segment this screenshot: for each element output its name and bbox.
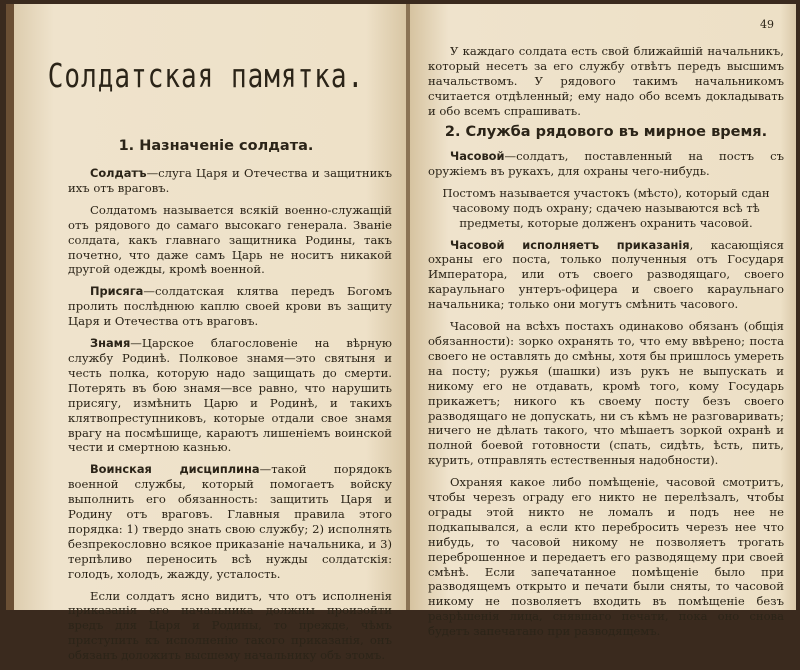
term: Солдатъ [90, 166, 147, 180]
paragraph-text: —солдатская клятва передъ Богомъ пролить послѣднюю каплю своей крови въ защиту Царя и Отечества отъ враговъ. [68, 284, 392, 329]
left-page [6, 4, 406, 663]
paragraph: У каждаго солдата есть свой ближайшій начальникъ, который несетъ за его службу отвѣтъ передъ высшимъ начальствомъ. У рядового такимъ начальникомъ считается отдѣленный; ему надо обо всемъ докладывать и обо всемъ спрашивать. [428, 44, 784, 118]
right-page [410, 4, 796, 639]
paragraph-text: —Царское благословеніе на вѣрную службу Родинѣ. Полковое знамя—это святыня и честь полка, которую надо защищать до смерти. Потерять въ бою знамя—все равно, что нарушить присягу, измѣнить Царю и Родинѣ, и такихъ клятвопреступниковъ, которые отдали свое знамя врагу на посмѣшище, караютъ лишеніемъ воинской чести и смертною казнью. [68, 336, 392, 455]
section-heading: 1. Назначеніе солдата. [118, 138, 314, 154]
intro-paragraph [428, 44, 784, 126]
paragraph [68, 203, 392, 278]
paragraph-text: Солдатомъ называется всякій военно-служащій отъ рядового до самаго высокаго генерала. Званіе солдата, какъ главнаго защитника Родины, такъ почетно, что даже самъ Царь не носитъ никакой другой одежды, кромѣ военной. [68, 202, 392, 277]
term: Воинская дисциплина [90, 462, 260, 477]
paragraph-text: , касающіяся охраны его поста, только полученныя отъ Государя Императора, или отъ своего разводящаго, своего караульнаго унтеръ-офицера и своего караульнаго начальника; только они могутъ смѣнить часового. [428, 237, 784, 312]
paragraph [428, 238, 784, 313]
paragraph [68, 589, 392, 664]
paragraph [68, 336, 392, 455]
paragraph [428, 319, 784, 468]
paragraph [68, 284, 392, 329]
paragraph-text: —слуга Царя и Отечества и защитникъ ихъ отъ враговъ. [68, 166, 392, 195]
paragraph [68, 166, 392, 196]
paragraph-text: —солдатъ, поставленный на постъ съ оружіемъ въ рукахъ, для охраны чего-нибудь. [428, 149, 784, 178]
paragraph [428, 149, 784, 179]
right-body-text [428, 149, 784, 646]
term: Часовой исполняетъ приказанія [450, 237, 690, 252]
page-title: Солдатская памятка. [47, 58, 365, 96]
term: Присяга [90, 284, 144, 299]
paragraph [428, 475, 784, 639]
left-body-text [68, 166, 392, 670]
paragraph-text: —такой порядокъ военной службы, который помогаетъ войску выполнить его обязанность: защитить Царя и Родину отъ враговъ. Главныя правила этого порядка: 1) твердо знать свою службу; 2) исполнять безпрекословно всякое приказаніе начальника, и 3) терпѣливо переносить всѣ нужды солдатскія: голодъ, холодъ, жажду, усталость. [68, 462, 393, 581]
paragraph-text: Охраняя какое либо помѣщеніе, часовой смотритъ, чтобы черезъ ограду его никто не перелѣзалъ, чтобы ограды этой никто не ломалъ и подъ нее не подкапывался, а если кто перебросить черезъ нее что нибудь, то часовой никому не позволяетъ трогать переброшенное и передаетъ его разводящему при своей смѣнѣ. Если запечатанное помѣщеніе было при разводящемъ открыто и печати были сняты, то часовой никому не позволяетъ входить въ помѣщеніе безъ разрѣшенія лица, снявшаго печати, пока оно снова будетъ запечатано при разводящемъ. [428, 475, 784, 639]
section-heading: 2. Служба рядового въ мирное время. [444, 124, 768, 140]
paragraph [428, 186, 784, 231]
paragraph-text: Если солдатъ ясно видитъ, что отъ исполненія приказанія его начальника должны произойти вредъ для Царя и Родины, то прежде, чѣмъ приступить къ исполненію такого приказанія, онъ обязанъ доложить высшему начальнику объ этомъ. [68, 588, 392, 663]
term: Знамя [90, 336, 131, 351]
book-spread [6, 4, 796, 663]
paragraph [68, 462, 392, 581]
page-number: 49 [760, 18, 774, 31]
paragraph-text: Часовой на всѣхъ постахъ одинаково обязанъ (общія обязанности): зорко охранять то, что ему ввѣрено; поста своего не оставлять до смѣны, хотя бы пришлось умереть на посту; ружья (шашки) изъ рукъ не выпускать и никому его не отдавать, кромѣ того, кому Государь прикажетъ; никого къ своему посту безъ своего разводящаго не допускать, ни съ кѣмъ не разговаривать; ничего не дѣлать такого, что мѣшаетъ зоркой охранѣ и полной боевой готовности (спать, сидѣть, ѣсть, пить, курить, отправлять естественныя надобности). [428, 319, 784, 468]
paragraph-text: Постомъ называется участокъ (мѣсто), который сдан часовому подъ охрану; сдачею называются всѣ тѣ предметы, которые долженъ охранить часовой. [442, 185, 770, 230]
term: Часовой [450, 149, 505, 163]
